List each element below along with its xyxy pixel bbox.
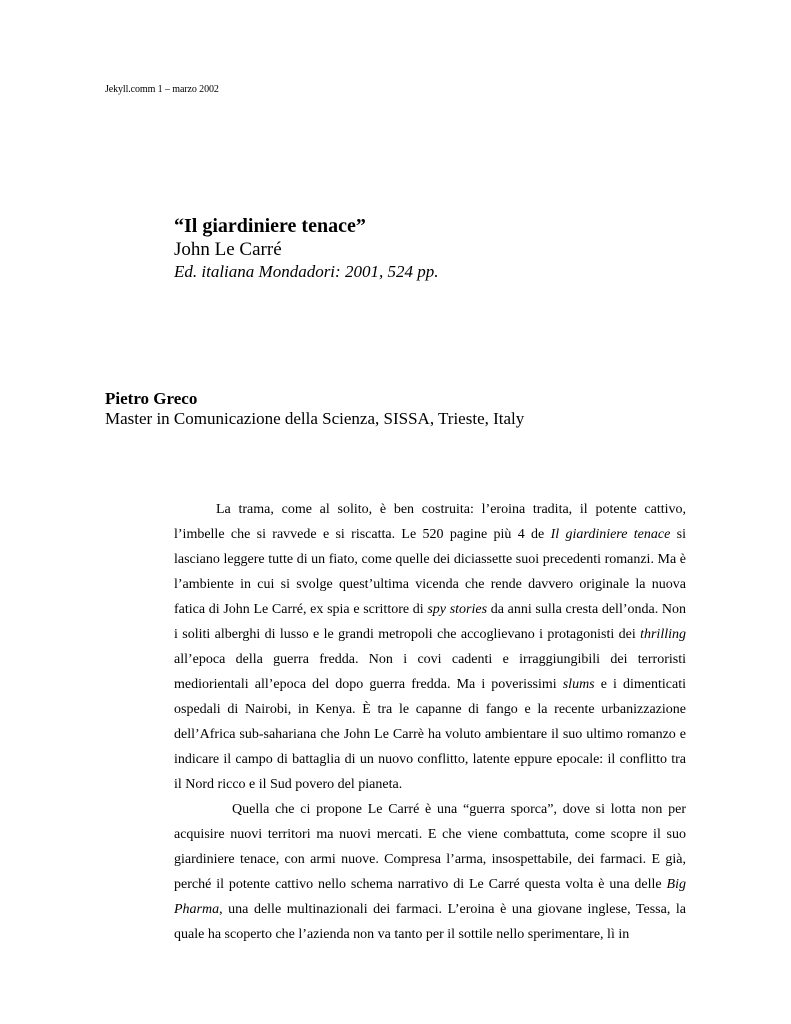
italic-term: slums	[562, 677, 595, 692]
text-run: , una delle multinazionali dei farmaci. L’eroina è una giovane inglese, Tessa, la quale ha scoperto che l’azienda non va tanto per il sottile nello sperimentare, lì in	[174, 902, 686, 942]
paragraph-2	[174, 797, 686, 947]
book-edition: Ed. italiana Mondadori: 2001, 524 pp.	[174, 262, 439, 281]
book-info	[174, 214, 438, 283]
running-header: Jekyll.comm 1 – marzo 2002	[105, 84, 219, 95]
author-name: Pietro Greco	[105, 389, 198, 408]
italic-term: thrilling	[640, 627, 686, 642]
text-run: e i dimenticati ospedali di Nairobi, in Kenya. È tra le capanne di fango e la recente urbanizzazione dell’Africa sub-sahariana che John Le Carrè ha voluto ambientare il suo ultimo romanzo e indicare il campo di battaglia di un nuovo conflitto, latente eppure epocale: il conflitto tra il Nord ricco e il Sud povero del pianeta.	[174, 677, 686, 792]
text-run: da anni sulla cresta dell’onda. Non i soliti alberghi di lusso e le grandi metropoli che accoglievano i protagonisti dei	[174, 602, 687, 642]
text-run: Quella che ci propone Le Carré è una “guerra sporca”, dove si lotta non per acquisire nuovi territori ma nuovi mercati. E che viene combattuta, come scopre il suo giardiniere tenace, con armi nuove. Compresa l’arma, insospettabile, dei farmaci. E già, perché il potente cattivo nello schema narrativo di Le Carré questa volta è una delle	[174, 802, 686, 892]
paragraph-1	[174, 497, 686, 797]
italic-term: spy stories	[427, 602, 488, 617]
review-body	[174, 497, 686, 947]
text-run: all’epoca della guerra fredda. Non i covi cadenti e irraggiungibili dei terroristi mediorientali all’epoca del dopo guerra fredda. Ma i poverissimi	[174, 652, 686, 692]
book-title-italic: Il giardiniere tenace	[550, 527, 671, 542]
author-affiliation: Master in Comunicazione della Scienza, SISSA, Trieste, Italy	[105, 409, 525, 428]
italic-term: Big Pharma	[174, 877, 686, 917]
book-author: John Le Carré	[174, 239, 282, 260]
book-title: “Il giardiniere tenace”	[174, 215, 366, 237]
text-run: La trama, come al solito, è ben costruita: l’eroina tradita, il potente cattivo, l’imbelle che si ravvede e si riscatta. Le 520 pagine più 4 de	[174, 502, 686, 542]
text-run: si lasciano leggere tutte di un fiato, come quelle dei diciassette suoi precedenti romanzi. Ma è l’ambiente in cui si svolge quest’ultima vicenda che rende davvero originale la nuova fatica di John Le Carré, ex spia e scrittore di	[174, 527, 686, 617]
review-author	[105, 389, 524, 429]
